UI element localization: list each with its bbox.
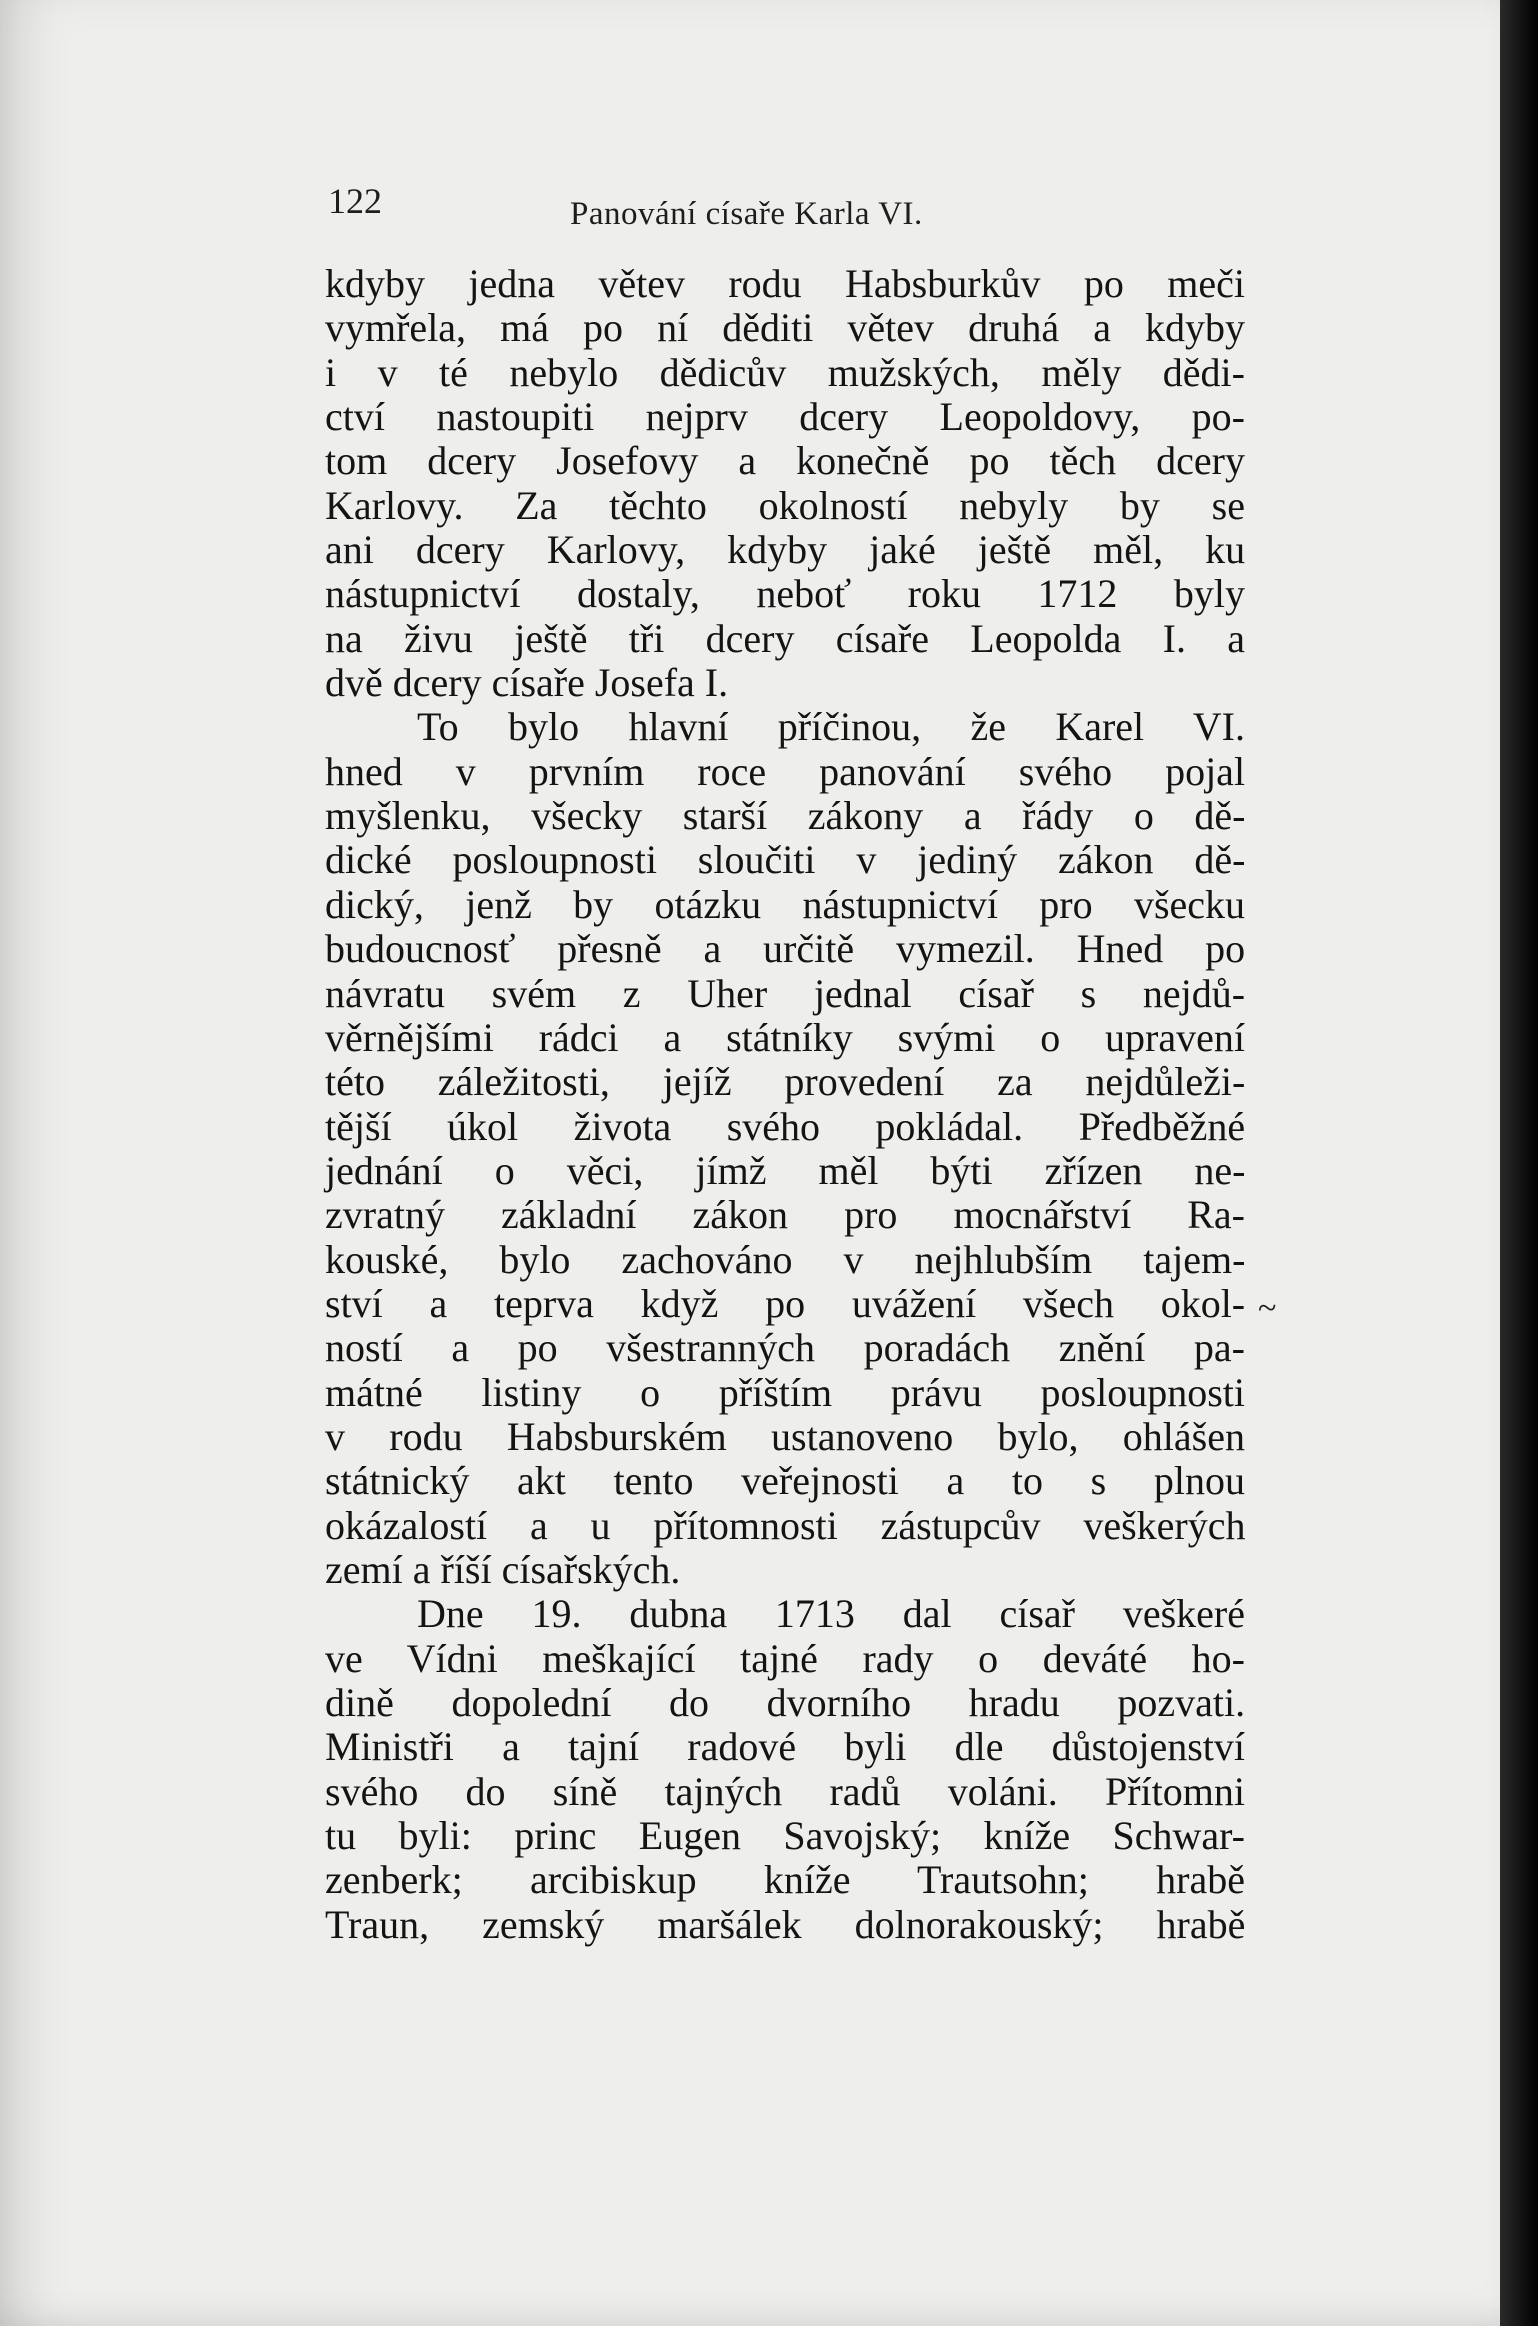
text-line: budoucnosť přesně a určitě vymezil. Hned po — [325, 926, 1246, 972]
text-line: zvratný základní zákon pro mocnářství Ra- — [325, 1192, 1245, 1238]
margin-tilde-mark: ~ — [1258, 1290, 1277, 1327]
text-line: Dne 19. dubna 1713 dal císař veškeré — [417, 1591, 1245, 1637]
text-line: ství a teprva když po uvážení všech okol- — [325, 1280, 1246, 1326]
running-title: Panování císaře Karla VI. — [570, 196, 923, 232]
text-line: tu byli: princ Eugen Savojský; kníže Schwar- — [325, 1813, 1245, 1859]
text-line: i v té nebylo dědicův mužských, měly dědi- — [325, 349, 1245, 395]
page-edge-shadow — [1500, 0, 1538, 2326]
text-line: dině dopolední do dvorního hradu pozvati. — [325, 1680, 1246, 1725]
text-line: dvě dcery císaře Josefa I. — [325, 660, 729, 706]
text-line: okázalostí a u přítomnosti zástupcův veškerých — [325, 1502, 1246, 1548]
text-line: zemí a říší císařských. — [325, 1546, 681, 1592]
text-line: kdyby jedna větev rodu Habsburkův po meči — [325, 261, 1245, 306]
text-line: ve Vídni meškající tajné rady o deváté ho- — [325, 1635, 1245, 1681]
text-line: ností a po všestranných poradách znění pa- — [325, 1325, 1245, 1371]
text-line: kouské, bylo zachováno v nejhlubším tajem- — [325, 1236, 1246, 1282]
text-line: dický, jenž by otázku nástupnictví pro všecku — [325, 881, 1246, 927]
text-line: věrnějšími rádci a státníky svými o upravení — [325, 1014, 1245, 1060]
page-number: 122 — [328, 181, 382, 221]
body-text — [325, 262, 1245, 1947]
page-header — [328, 180, 1248, 240]
text-line: jednání o věci, jímž měl býti zřízen ne- — [325, 1147, 1246, 1193]
text-line: Karlovy. Za těchto okolností nebyly by se — [325, 482, 1245, 528]
text-line: tější úkol života svého pokládal. Předběžné — [325, 1103, 1246, 1149]
text-line: nástupnictví dostaly, neboť roku 1712 byly — [325, 571, 1245, 617]
text-line: ani dcery Karlovy, kdyby jaké ještě měl, ku — [325, 527, 1246, 573]
text-line: Traun, zemský maršálek dolnorakouský; hrabě — [325, 1901, 1246, 1947]
text-line: v rodu Habsburském ustanoveno bylo, ohlášen — [325, 1413, 1245, 1459]
text-line: vymřela, má po ní děditi větev druhá a kdyby — [325, 305, 1245, 351]
text-line: ctví nastoupiti nejprv dcery Leopoldovy, po- — [325, 394, 1245, 440]
text-line: hned v prvním roce panování svého pojal — [325, 748, 1246, 794]
text-line: návratu svém z Uher jednal císař s nejdů- — [325, 970, 1246, 1016]
text-line: To bylo hlavní příčinou, že Karel VI. — [417, 704, 1245, 750]
text-line: státnický akt tento veřejnosti a to s plnou — [325, 1458, 1245, 1504]
text-line: zenberk; arcibiskup kníže Trautsohn; hrabě — [325, 1857, 1245, 1903]
text-line: Ministři a tajní radové byli dle důstojenství — [325, 1724, 1246, 1770]
text-line: mátné listiny o příštím právu posloupnosti — [325, 1369, 1245, 1415]
text-line: myšlenku, všecky starší zákony a řády o dě- — [325, 793, 1246, 839]
text-line: této záležitosti, jejíž provedení za nejdůleži- — [325, 1059, 1246, 1105]
text-line: tom dcery Josefovy a konečně po těch dcery — [325, 438, 1245, 484]
text-line: na živu ještě tři dcery císaře Leopolda I. a — [325, 615, 1245, 661]
text-line: dické posloupnosti sloučiti v jediný zákon dě- — [325, 837, 1246, 883]
text-line: svého do síně tajných radů voláni. Přítomni — [325, 1768, 1245, 1814]
